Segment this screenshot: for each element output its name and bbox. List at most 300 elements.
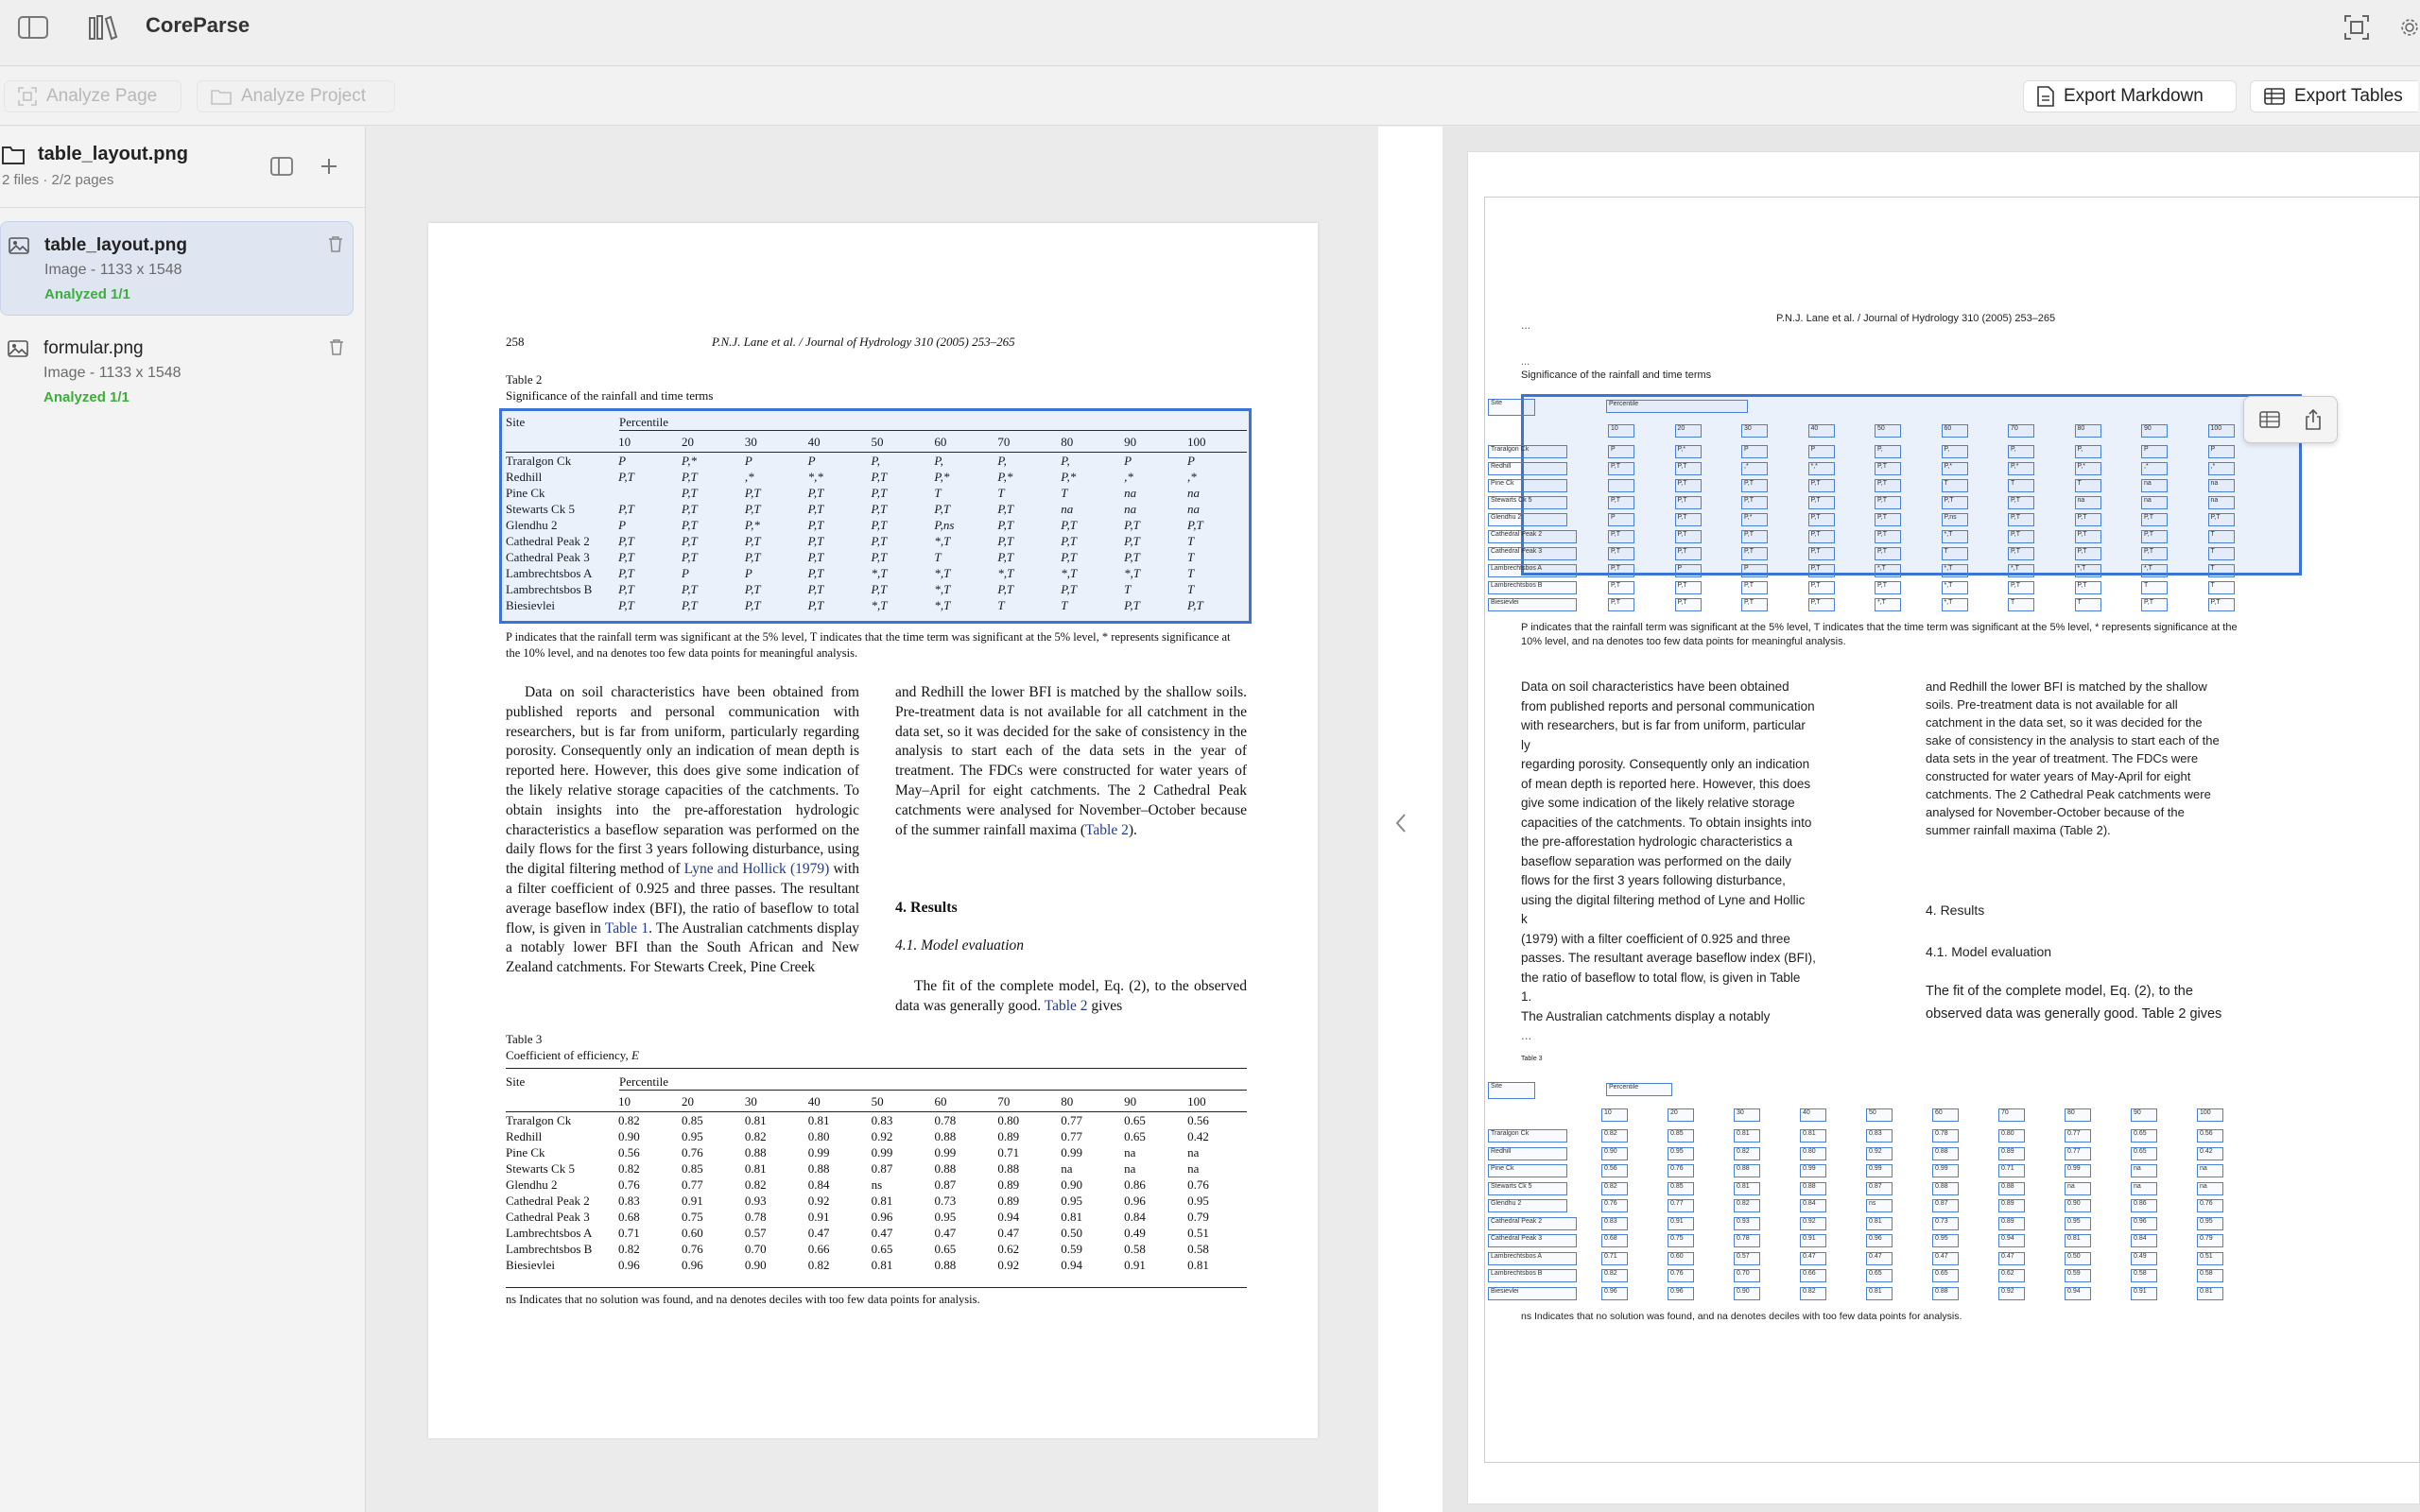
parsed-cell-box[interactable]: [1932, 1108, 1959, 1122]
parsed-cell-box[interactable]: [2075, 598, 2101, 611]
parsed-cell-box[interactable]: [1734, 1269, 1760, 1282]
parsed-cell-box[interactable]: [1800, 1182, 1826, 1195]
parsed-cell-box[interactable]: [1932, 1147, 1959, 1160]
parsed-cell-box[interactable]: [2065, 1287, 2091, 1300]
parsed-cell-text: P,*: [1677, 446, 1685, 453]
parsed-cell-box[interactable]: [1606, 1083, 1672, 1096]
parsed-cell-box[interactable]: [1488, 1234, 1577, 1247]
analyze-page-button[interactable]: [4, 80, 182, 112]
table-cell: T: [1124, 582, 1132, 596]
parsed-cell-box[interactable]: [1932, 1129, 1959, 1143]
parsed-cell-box[interactable]: [1488, 1287, 1577, 1300]
parsed-cell-box[interactable]: [1932, 1199, 1959, 1212]
parsed-cell-box[interactable]: [1942, 564, 1968, 577]
row-label: Pine Ck: [506, 486, 545, 500]
parsed-cell-box[interactable]: [1488, 479, 1567, 492]
parsed-cell-box[interactable]: [1998, 1199, 2025, 1212]
parsed-cell-text: 0.90: [1604, 1147, 1617, 1155]
parsed-cell-box[interactable]: [1675, 564, 1702, 577]
parsed-cell-box[interactable]: [2141, 564, 2168, 577]
parsed-cell-box[interactable]: [2075, 424, 2101, 438]
parsed-cell-box[interactable]: [1734, 1129, 1760, 1143]
parsed-cell-box[interactable]: [1488, 581, 1577, 594]
parsed-cell-box[interactable]: [1875, 445, 1901, 458]
parsed-cell-box[interactable]: [1866, 1287, 1893, 1300]
parsed-cell-box[interactable]: [2141, 479, 2168, 492]
parsed-cell-box[interactable]: [2131, 1234, 2157, 1247]
parsed-cell-box[interactable]: [1800, 1147, 1826, 1160]
parsed-cell-box[interactable]: [1601, 1217, 1628, 1230]
parsed-cell-box[interactable]: [2141, 496, 2168, 509]
parsed-cell-box[interactable]: [1668, 1182, 1694, 1195]
parsed-cell-box[interactable]: [1808, 479, 1835, 492]
parsed-cell-box[interactable]: [2197, 1182, 2223, 1195]
parsed-cell-box[interactable]: [2065, 1108, 2091, 1122]
parsed-cell-box[interactable]: [2008, 496, 2034, 509]
parsed-cell-box[interactable]: [1668, 1252, 1694, 1265]
parsed-cell-box[interactable]: [1998, 1108, 2025, 1122]
parsed-cell-box[interactable]: [1942, 513, 1968, 526]
parsed-cell-box[interactable]: [2208, 496, 2235, 509]
parsed-cell-box[interactable]: [2075, 496, 2101, 509]
table-cell: P,T: [871, 502, 888, 516]
parsed-cell-box[interactable]: [1942, 496, 1968, 509]
table3-label: Table 3: [506, 1032, 543, 1046]
parsed-cell-box[interactable]: [2131, 1164, 2157, 1177]
parsed-cell-box[interactable]: [1668, 1108, 1694, 1122]
parsed-cell-box[interactable]: [2075, 445, 2101, 458]
parsed-cell-box[interactable]: [1488, 598, 1577, 611]
parsed-cell-box[interactable]: [1675, 530, 1702, 543]
parsed-cell-box[interactable]: [1808, 424, 1835, 438]
parsed-cell-box[interactable]: [1866, 1182, 1893, 1195]
parsed-cell-box[interactable]: [1800, 1217, 1826, 1230]
parsed-cell-box[interactable]: [1808, 564, 1835, 577]
parsed-cell-text: P: [1677, 565, 1683, 572]
parsed-cell-box[interactable]: [1808, 530, 1835, 543]
citation-link[interactable]: Lyne and Hollick (1979): [683, 861, 830, 878]
parsed-cell-text: P,*: [1744, 514, 1753, 521]
parsed-cell-box[interactable]: [2208, 581, 2235, 594]
parsed-cell-box[interactable]: [2075, 581, 2101, 594]
parsed-cell-box[interactable]: [1608, 598, 1634, 611]
table3-caption: Coefficient of efficiency, E: [506, 1048, 639, 1062]
parsed-cell-box[interactable]: [1675, 513, 1702, 526]
parsed-cell-box[interactable]: [1998, 1287, 2025, 1300]
parsed-cell-text: 0.96: [1604, 1287, 1617, 1295]
parsed-cell-box[interactable]: [2065, 1182, 2091, 1195]
parsed-cell-box[interactable]: [1998, 1217, 2025, 1230]
parsed-cell-box[interactable]: [1668, 1287, 1694, 1300]
parsed-cell-box[interactable]: [2208, 547, 2235, 560]
table-cell: P,T: [807, 518, 824, 532]
parsed-cell-box[interactable]: [2075, 564, 2101, 577]
parsed-cell-box[interactable]: [1488, 1217, 1577, 1230]
parsed-cell-box[interactable]: [1601, 1234, 1628, 1247]
parsed-cell-box[interactable]: [2131, 1217, 2157, 1230]
parsed-cell-box[interactable]: [2065, 1217, 2091, 1230]
parsed-text-line: k: [1521, 912, 1528, 926]
parsed-cell-box[interactable]: [1488, 513, 1567, 526]
parsed-cell-box[interactable]: [1866, 1217, 1893, 1230]
parsed-cell-box[interactable]: [1932, 1234, 1959, 1247]
parsed-cell-box[interactable]: [1488, 1129, 1567, 1143]
parsed-cell-box[interactable]: [1741, 496, 1768, 509]
parsed-cell-box[interactable]: [1608, 513, 1634, 526]
parsed-cell-box[interactable]: [2075, 513, 2101, 526]
parsed-cell-box[interactable]: [1741, 581, 1768, 594]
parsed-cell-box[interactable]: [1942, 424, 1968, 438]
parsed-cell-box[interactable]: [1741, 547, 1768, 560]
parsed-cell-box[interactable]: [2197, 1108, 2223, 1122]
parsed-cell-box[interactable]: [1800, 1287, 1826, 1300]
parsed-cell-text: 0.95: [2067, 1217, 2081, 1225]
parsed-cell-box[interactable]: [2141, 445, 2168, 458]
parsed-cell-box[interactable]: [1942, 547, 1968, 560]
parsed-cell-box[interactable]: [1601, 1269, 1628, 1282]
parsed-cell-box[interactable]: [1488, 1182, 1567, 1195]
parsed-cell-box[interactable]: [2131, 1182, 2157, 1195]
parsed-cell-box[interactable]: [1734, 1108, 1760, 1122]
parsed-cell-box[interactable]: [1675, 547, 1702, 560]
parsed-cell-text: 0.58: [2200, 1270, 2213, 1277]
parsed-cell-box[interactable]: [1488, 496, 1567, 509]
parsed-cell-box[interactable]: [2131, 1199, 2157, 1212]
parsed-cell-box[interactable]: [1942, 445, 1968, 458]
parsed-cell-box[interactable]: [1734, 1287, 1760, 1300]
parsed-cell-box[interactable]: [1866, 1129, 1893, 1143]
parsed-cell-box[interactable]: [2208, 564, 2235, 577]
parsed-cell-text: 0.85: [1670, 1182, 1684, 1190]
parsed-cell-box[interactable]: [1741, 479, 1768, 492]
parsed-cell-box[interactable]: [1668, 1164, 1694, 1177]
parsed-cell-box[interactable]: [2208, 598, 2235, 611]
parsed-cell-box[interactable]: [1608, 445, 1634, 458]
parsed-cell-box[interactable]: [2208, 513, 2235, 526]
parsed-text-line: capacities of the catchments. To obtain insights into: [1521, 815, 1812, 830]
parsed-cell-box[interactable]: [2141, 581, 2168, 594]
parsed-cell-box[interactable]: [2208, 445, 2235, 458]
file-item-formular[interactable]: [0, 325, 354, 420]
parsed-cell-box[interactable]: [1866, 1269, 1893, 1282]
parsed-cell-box[interactable]: [1741, 564, 1768, 577]
parsed-cell-box[interactable]: [2197, 1199, 2223, 1212]
parsed-cell-box[interactable]: [1675, 598, 1702, 611]
parsed-cell-box[interactable]: [1998, 1234, 2025, 1247]
parsed-cell-box[interactable]: [1808, 581, 1835, 594]
parsed-cell-box[interactable]: [2008, 462, 2034, 475]
parsed-cell-box[interactable]: [1601, 1129, 1628, 1143]
parsed-cell-box[interactable]: [1675, 479, 1702, 492]
parsed-cell-box[interactable]: [2197, 1269, 2223, 1282]
parsed-cell-box[interactable]: [1875, 462, 1901, 475]
parsed-cell-box[interactable]: [2075, 530, 2101, 543]
parsed-cell-box[interactable]: [2065, 1129, 2091, 1143]
parsed-cell-box[interactable]: [2008, 513, 2034, 526]
parsed-text-line: Data on soil characteristics have been obtained: [1521, 679, 1789, 694]
settings-icon[interactable]: [2399, 13, 2420, 42]
export-markdown-button[interactable]: [2023, 80, 2237, 112]
parsed-cell-box[interactable]: [1998, 1129, 2025, 1143]
parsed-cell-box[interactable]: [1601, 1164, 1628, 1177]
parsed-cell-text: T: [2210, 565, 2215, 572]
parsed-cell-box[interactable]: [1932, 1269, 1959, 1282]
table-icon: [2264, 88, 2285, 105]
file-item-table-layout[interactable]: [0, 221, 354, 316]
parsed-cell-box[interactable]: [1741, 445, 1768, 458]
parsed-cell-box[interactable]: [1734, 1182, 1760, 1195]
parsed-cell-box[interactable]: [1488, 1082, 1535, 1099]
parsed-cell-box[interactable]: [1932, 1164, 1959, 1177]
parsed-cell-box[interactable]: [2197, 1252, 2223, 1265]
parsed-cell-box[interactable]: [2131, 1287, 2157, 1300]
parsed-cell-box[interactable]: [1675, 462, 1702, 475]
parsed-cell-box[interactable]: [1488, 1164, 1567, 1177]
parsed-cell-box[interactable]: [2065, 1147, 2091, 1160]
parsed-cell-box[interactable]: [1675, 496, 1702, 509]
library-icon[interactable]: [87, 13, 119, 42]
parsed-cell-text: 0.50: [2067, 1252, 2081, 1260]
parsed-cell-box[interactable]: [1932, 1287, 1959, 1300]
table-link[interactable]: Table 2: [1044, 997, 1088, 1014]
parsed-cell-box[interactable]: [2008, 530, 2034, 543]
parsed-cell-text: 0.88: [2001, 1182, 2014, 1190]
parsed-cell-box[interactable]: [2065, 1199, 2091, 1212]
parsed-cell-box[interactable]: [2065, 1234, 2091, 1247]
share-icon[interactable]: [2305, 409, 2322, 430]
chevron-left-icon[interactable]: [1394, 813, 1408, 840]
parsed-cell-box[interactable]: [1734, 1234, 1760, 1247]
parsed-cell-box[interactable]: [1808, 513, 1835, 526]
parsed-cell-box[interactable]: [1488, 1199, 1567, 1212]
parsed-cell-box[interactable]: [1875, 424, 1901, 438]
analyze-project-button[interactable]: [197, 80, 395, 112]
parsed-cell-box[interactable]: [2141, 547, 2168, 560]
parsed-cell-box[interactable]: [2008, 547, 2034, 560]
parsed-cell-box[interactable]: [1942, 581, 1968, 594]
parsed-cell-box[interactable]: [1741, 462, 1768, 475]
parsed-cell-box[interactable]: [1942, 479, 1968, 492]
parsed-cell-box[interactable]: [1866, 1252, 1893, 1265]
parsed-cell-box[interactable]: [1675, 445, 1702, 458]
sidebar-toggle-icon[interactable]: [17, 15, 49, 40]
table-cell: ,*: [1124, 470, 1133, 484]
parsed-cell-box[interactable]: [1800, 1234, 1826, 1247]
parsed-cell-box[interactable]: [2208, 462, 2235, 475]
parsed-cell-box[interactable]: [1741, 424, 1768, 438]
parsed-cell-box[interactable]: [1875, 598, 1901, 611]
table-icon[interactable]: [2259, 411, 2280, 428]
parsed-cell-box[interactable]: [2141, 598, 2168, 611]
parsed-cell-box[interactable]: [1800, 1129, 1826, 1143]
parsed-cell-box[interactable]: [1608, 496, 1634, 509]
parsed-cell-box[interactable]: [1488, 1252, 1577, 1265]
parsed-cell-box[interactable]: [2065, 1269, 2091, 1282]
table2-highlight[interactable]: [499, 408, 1252, 624]
parsed-cell-box[interactable]: [1741, 513, 1768, 526]
parsed-cell-text: ,*: [2144, 463, 2149, 470]
parsed-cell-box[interactable]: [1741, 598, 1768, 611]
parsed-cell-box[interactable]: [2131, 1108, 2157, 1122]
parsed-cell-box[interactable]: [2131, 1252, 2157, 1265]
parsed-cell-box[interactable]: [1608, 581, 1634, 594]
parsed-cell-box[interactable]: [1601, 1108, 1628, 1122]
trash-icon[interactable]: [328, 235, 343, 252]
parsed-cell-box[interactable]: [2008, 598, 2034, 611]
table-cell: P,*: [934, 470, 950, 484]
parsed-cell-box[interactable]: [1998, 1164, 2025, 1177]
parsed-cell-box[interactable]: [1734, 1199, 1760, 1212]
parsed-cell-box[interactable]: [1998, 1269, 2025, 1282]
parsed-cell-box[interactable]: [1866, 1147, 1893, 1160]
parsed-cell-box[interactable]: [2008, 564, 2034, 577]
parsed-cell-box[interactable]: [1608, 462, 1634, 475]
parsed-cell-box[interactable]: [1800, 1252, 1826, 1265]
parsed-cell-box[interactable]: [1866, 1108, 1893, 1122]
parsed-cell-box[interactable]: [1942, 598, 1968, 611]
parsed-cell-box[interactable]: [2141, 424, 2168, 438]
parsed-cell-box[interactable]: [1741, 530, 1768, 543]
parsed-cell-box[interactable]: [1800, 1108, 1826, 1122]
screenshot-icon[interactable]: [2342, 13, 2371, 42]
parsed-cell-text: P,T: [2210, 599, 2221, 606]
parsed-cell-box[interactable]: [2008, 479, 2034, 492]
parsed-cell-box[interactable]: [2208, 530, 2235, 543]
parsed-cell-box[interactable]: [1808, 598, 1835, 611]
parsed-cell-box[interactable]: [1601, 1252, 1628, 1265]
parsed-cell-box[interactable]: [2008, 424, 2034, 438]
parsed-cell-box[interactable]: [1932, 1217, 1959, 1230]
parsed-cell-box[interactable]: [1608, 479, 1634, 492]
parsed-cell-box[interactable]: [1800, 1199, 1826, 1212]
parsed-cell-box[interactable]: [1998, 1252, 2025, 1265]
parsed-cell-text: P,T: [2077, 548, 2087, 555]
parsed-cell-box[interactable]: [1734, 1147, 1760, 1160]
parsed-cell-text: 0.56: [2200, 1130, 2213, 1137]
parsed-cell-box[interactable]: [1800, 1269, 1826, 1282]
parsed-cell-box[interactable]: [1875, 581, 1901, 594]
parsed-cell-box[interactable]: [2208, 424, 2235, 438]
parsed-cell-box[interactable]: [1668, 1269, 1694, 1282]
table-cell: P,T: [871, 550, 888, 564]
parsed-cell-box[interactable]: [1932, 1182, 1959, 1195]
table-cell: 0.56: [618, 1145, 640, 1160]
parsed-cell-box[interactable]: [2075, 462, 2101, 475]
parsed-cell-box[interactable]: [1808, 547, 1835, 560]
parsed-cell-box[interactable]: [2197, 1217, 2223, 1230]
parsed-cell-box[interactable]: [1608, 424, 1634, 438]
parsed-cell-box[interactable]: [1488, 1269, 1577, 1282]
parsed-cell-box[interactable]: [1668, 1129, 1694, 1143]
parsed-cell-box[interactable]: [2141, 513, 2168, 526]
parsed-cell-box[interactable]: [1668, 1217, 1694, 1230]
parsed-cell-box[interactable]: [1488, 1147, 1567, 1160]
parsed-cell-box[interactable]: [2197, 1287, 2223, 1300]
parsed-cell-box[interactable]: [1675, 424, 1702, 438]
parsed-cell-box[interactable]: [1488, 530, 1577, 543]
parsed-cell-box[interactable]: [1601, 1182, 1628, 1195]
parsed-cell-box[interactable]: [2131, 1147, 2157, 1160]
table3-percentile-header: Percentile: [619, 1074, 668, 1089]
parsed-cell-box[interactable]: [1875, 496, 1901, 509]
parsed-cell-box[interactable]: [1668, 1234, 1694, 1247]
parsed-cell-box[interactable]: [1488, 399, 1535, 416]
parsed-cell-box[interactable]: [1734, 1164, 1760, 1177]
parsed-cell-box[interactable]: [1606, 400, 1748, 413]
add-icon[interactable]: [320, 157, 338, 176]
parsed-cell-box[interactable]: [1808, 462, 1835, 475]
column-header: 60: [934, 1094, 947, 1108]
parsed-cell-box[interactable]: [1734, 1252, 1760, 1265]
parsed-cell-box[interactable]: [2075, 547, 2101, 560]
parsed-cell-box[interactable]: [1608, 564, 1634, 577]
parsed-cell-box[interactable]: [1488, 547, 1577, 560]
parsed-cell-box[interactable]: [1942, 462, 1968, 475]
parsed-cell-box[interactable]: [1488, 564, 1577, 577]
parsed-cell-box[interactable]: [2008, 445, 2034, 458]
parsed-cell-box[interactable]: [2141, 530, 2168, 543]
parsed-cell-box[interactable]: [2208, 479, 2235, 492]
parsed-cell-box[interactable]: [2197, 1129, 2223, 1143]
parsed-cell-box[interactable]: [2008, 581, 2034, 594]
parsed-cell-box[interactable]: [1875, 530, 1901, 543]
panel-icon[interactable]: [270, 157, 293, 176]
parsed-cell-box[interactable]: [1800, 1164, 1826, 1177]
parsed-cell-box[interactable]: [1608, 530, 1634, 543]
parsed-cell-box[interactable]: [1808, 496, 1835, 509]
parsed-cell-box[interactable]: [1608, 547, 1634, 560]
export-tables-button[interactable]: [2250, 80, 2418, 112]
parsed-cell-box[interactable]: [1808, 445, 1835, 458]
parsed-cell-box[interactable]: [1875, 479, 1901, 492]
parsed-cell-box[interactable]: [1601, 1199, 1628, 1212]
parsed-cell-box[interactable]: [1866, 1164, 1893, 1177]
parsed-cell-box[interactable]: [1942, 530, 1968, 543]
table-link[interactable]: Table 1: [604, 919, 649, 936]
parsed-cell-box[interactable]: [1875, 564, 1901, 577]
parsed-cell-box[interactable]: [1875, 513, 1901, 526]
parsed-cell-box[interactable]: [1601, 1287, 1628, 1300]
parsed-cell-box[interactable]: [2131, 1129, 2157, 1143]
parsed-cell-box[interactable]: [1998, 1147, 2025, 1160]
parsed-cell-box[interactable]: [1668, 1147, 1694, 1160]
parsed-cell-box[interactable]: [2131, 1269, 2157, 1282]
parsed-cell-box[interactable]: [1875, 547, 1901, 560]
parsed-cell-box[interactable]: [1601, 1147, 1628, 1160]
parsed-cell-box[interactable]: [2141, 462, 2168, 475]
table-link[interactable]: Table 2: [1085, 821, 1129, 838]
parsed-cell-box[interactable]: [1998, 1182, 2025, 1195]
table-cell: P,T: [1124, 534, 1140, 548]
parsed-cell-box[interactable]: [1675, 581, 1702, 594]
parsed-cell-box[interactable]: [2197, 1164, 2223, 1177]
parsed-table2-highlight[interactable]: [1521, 394, 2302, 576]
parsed-cell-box[interactable]: [2075, 479, 2101, 492]
parsed-cell-box[interactable]: [2197, 1234, 2223, 1247]
parsed-cell-box[interactable]: [1488, 445, 1567, 458]
parsed-cell-box[interactable]: [1866, 1199, 1893, 1212]
parsed-cell-box[interactable]: [1932, 1252, 1959, 1265]
trash-icon[interactable]: [329, 338, 344, 355]
parsed-cell-box[interactable]: [2065, 1164, 2091, 1177]
parsed-cell-box[interactable]: [1734, 1217, 1760, 1230]
parsed-cell-box[interactable]: [1866, 1234, 1893, 1247]
parsed-cell-box[interactable]: [1488, 462, 1567, 475]
parsed-cell-box[interactable]: [2065, 1252, 2091, 1265]
parsed-cell-box[interactable]: [2197, 1147, 2223, 1160]
parsed-cell-box[interactable]: [1668, 1199, 1694, 1212]
parsed-cell-text: 0.82: [1604, 1182, 1617, 1190]
